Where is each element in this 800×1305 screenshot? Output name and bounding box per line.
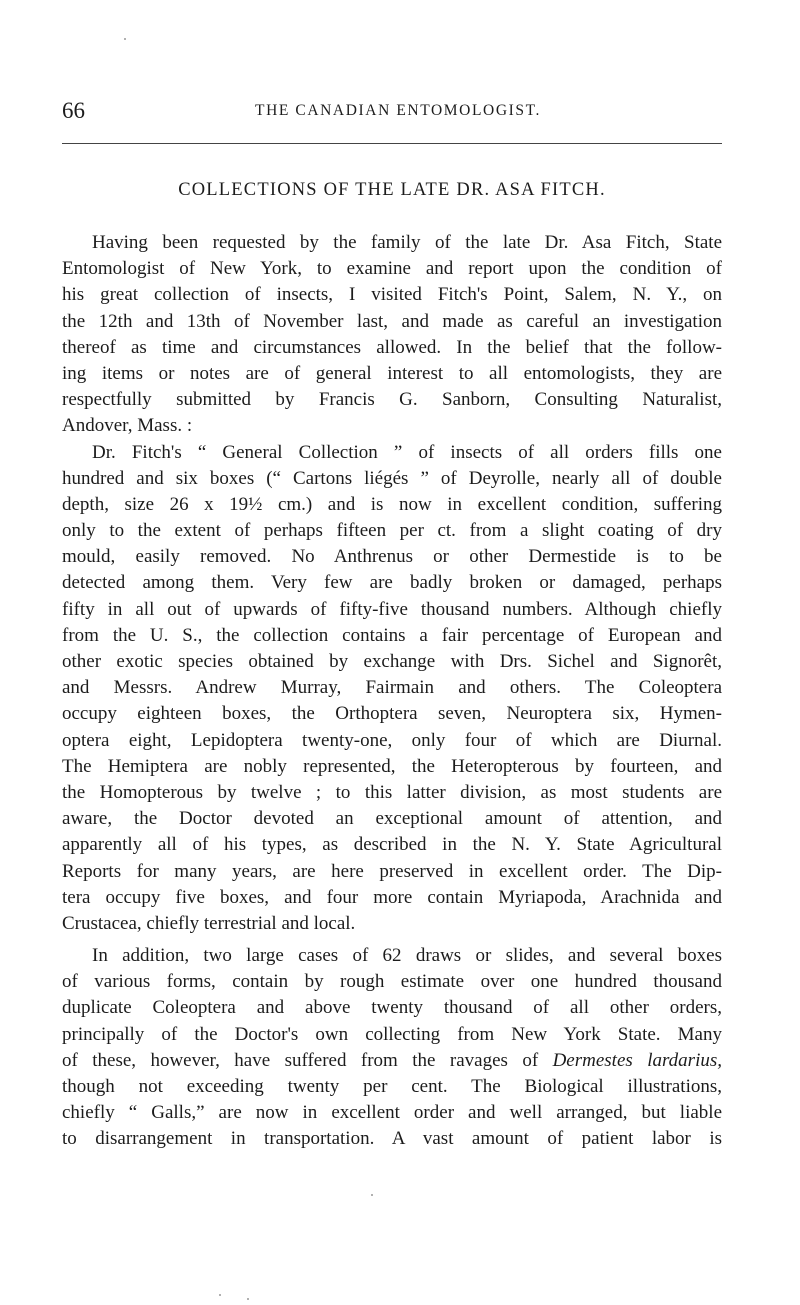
text-line: occupy eighteen boxes, the Orthoptera seven, Neuroptera six, Hymen-	[62, 703, 722, 725]
text-line: Reports for many years, are here preserved in excellent order. The Dip-	[62, 860, 722, 882]
text-line: tera occupy five boxes, and four more contain Myriapoda, Arachnida and	[62, 886, 722, 908]
article-body	[62, 230, 722, 1153]
text-line: mould, easily removed. No Anthrenus or other Dermestide is to be	[62, 546, 722, 568]
speck	[124, 38, 126, 40]
text-line: Andover, Mass. :	[62, 415, 193, 437]
speck	[371, 1194, 373, 1196]
text-run: of these, however, have suffered from the ravages of	[62, 1049, 553, 1071]
text-line: aware, the Doctor devoted an exceptional amount of attention, and	[62, 808, 722, 830]
text-line: In addition, two large cases of 62 draws or slides, and several boxes	[92, 945, 722, 967]
header-rule	[62, 143, 722, 144]
text-line: detected among them. Very few are badly broken or damaged, perhaps	[62, 572, 722, 594]
text-line: Dr. Fitch's “ General Collection ” of insects of all orders fills one	[92, 441, 722, 463]
text-line: from the U. S., the collection contains a fair percentage of European and	[62, 624, 722, 646]
text-line: and Messrs. Andrew Murray, Fairmain and others. The Coleoptera	[62, 677, 722, 699]
speck	[219, 1294, 221, 1296]
article-title: COLLECTIONS OF THE LATE DR. ASA FITCH.	[178, 180, 606, 200]
text-line: fifty in all out of upwards of fifty-five thousand numbers. Although chiefly	[62, 598, 722, 620]
text-line: optera eight, Lepidoptera twenty-one, only four of which are Diurnal.	[62, 729, 722, 751]
text-line: other exotic species obtained by exchange with Drs. Sichel and Signorêt,	[62, 651, 722, 672]
text-line: principally of the Doctor's own collecting from New York State. Many	[62, 1023, 722, 1045]
text-line: to disarrangement in transportation. A vast amount of patient labor is	[62, 1128, 722, 1150]
text-line: the Homopterous by twelve ; to this latter division, as most students are	[62, 781, 722, 803]
text-line: duplicate Coleoptera and above twenty thousand of all other orders,	[62, 997, 722, 1019]
text-line: ing items or notes are of general interest to all entomologists, they are	[62, 362, 722, 384]
text-line-with-italic	[62, 1048, 722, 1074]
text-line: hundred and six boxes (“ Cartons liégés ” of Deyrolle, nearly all of double	[62, 467, 722, 489]
paragraph-1	[62, 230, 722, 440]
text-line: only to the extent of perhaps fifteen per ct. from a slight coating of dry	[62, 520, 722, 542]
text-line: Crustacea, chiefly terrestrial and local.	[62, 912, 356, 934]
text-line: though not exceeding twenty per cent. The Biological illustrations,	[62, 1076, 722, 1097]
text-line: Entomologist of New York, to examine and report upon the condition of	[62, 258, 722, 280]
text-line: thereof as time and circumstances allowed. In the belief that the follow-	[62, 336, 722, 358]
text-line: apparently all of his types, as described in the N. Y. State Agricultural	[62, 834, 722, 856]
journal-title: THE CANADIAN ENTOMOLOGIST.	[255, 102, 541, 119]
page-number: 66	[62, 98, 85, 123]
text-line: Having been requested by the family of the late Dr. Asa Fitch, State	[92, 232, 722, 253]
text-line: the 12th and 13th of November last, and made as careful an investigation	[62, 310, 722, 332]
paragraph-3	[62, 943, 722, 1153]
paragraph-2	[62, 440, 722, 938]
species-name: Dermestes lardarius,	[552, 1049, 722, 1071]
text-line: depth, size 26 x 19½ cm.) and is now in excellent condition, suffering	[62, 493, 722, 515]
text-line: The Hemiptera are nobly represented, the Heteropterous by fourteen, and	[62, 755, 722, 777]
text-line: his great collection of insects, I visited Fitch's Point, Salem, N. Y., on	[62, 284, 722, 306]
text-line: respectfully submitted by Francis G. Sanborn, Consulting Naturalist,	[62, 389, 722, 411]
text-line: chiefly “ Galls,” are now in excellent order and well arranged, but liable	[62, 1102, 722, 1124]
text-line: of various forms, contain by rough estimate over one hundred thousand	[62, 971, 722, 993]
running-head	[62, 98, 722, 128]
speck	[247, 1298, 249, 1300]
